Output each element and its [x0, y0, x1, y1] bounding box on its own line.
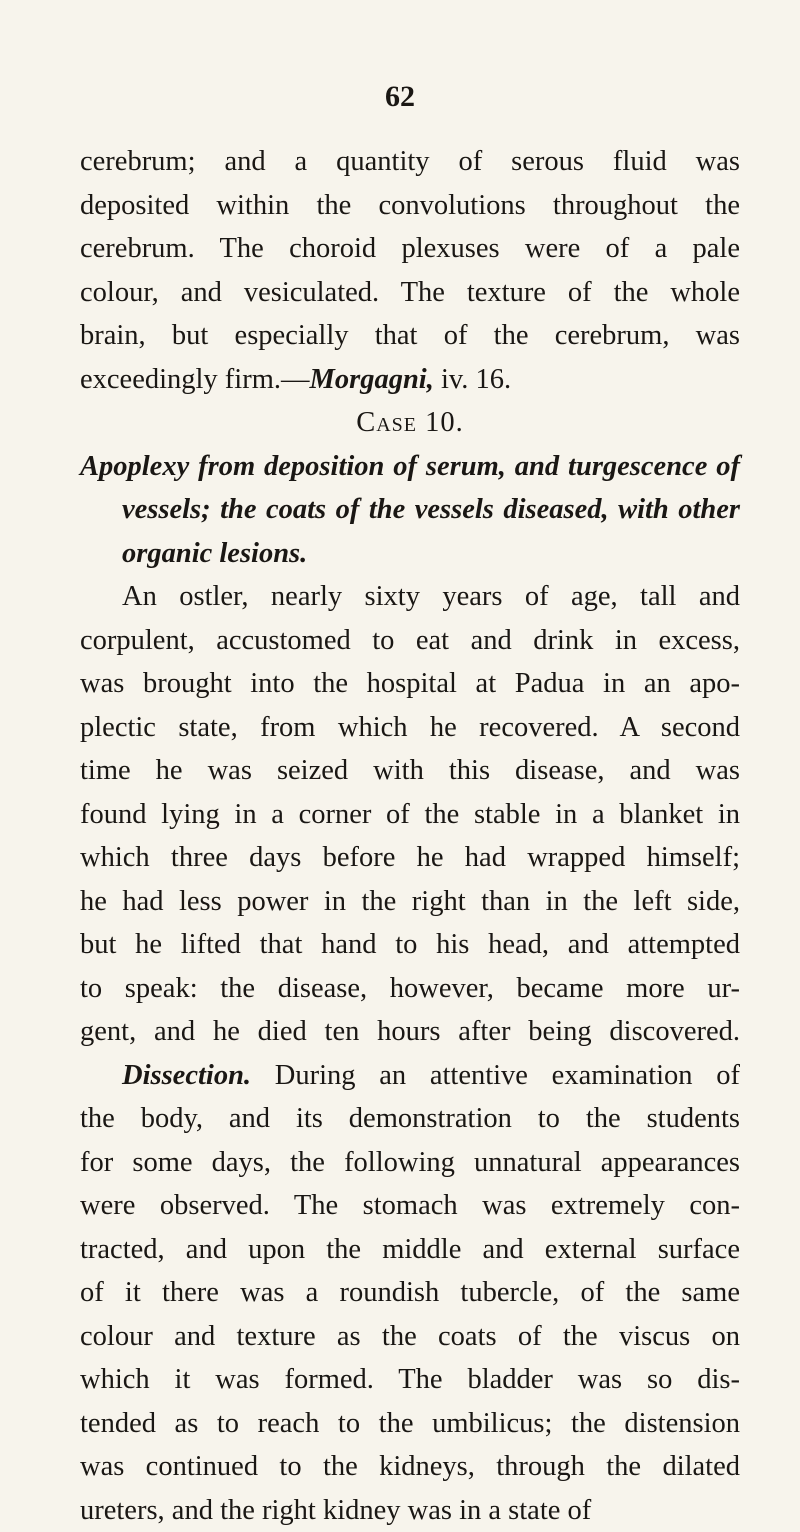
text-line: was brought into the hospital at Padua in an apo-	[80, 662, 740, 706]
citation-ref: iv. 16.	[434, 364, 511, 395]
text-line: but he lifted that hand to his head, and attempted	[80, 923, 740, 967]
citation-lead: exceedingly firm.—	[80, 364, 310, 395]
text-line: An ostler, nearly sixty years of age, tall and	[80, 575, 740, 619]
text-line: colour and texture as the coats of the viscus on	[80, 1315, 740, 1359]
body-text	[80, 140, 740, 1532]
text-line: which it was formed. The bladder was so dis-	[80, 1358, 740, 1402]
text-line: cerebrum; and a quantity of serous fluid was	[80, 140, 740, 184]
text-line: colour, and vesiculated. The texture of the whole	[80, 271, 740, 315]
case-title-line: organic lesions.	[80, 532, 740, 576]
dissection-text: During an attentive examination of	[251, 1060, 740, 1091]
text-line: cerebrum. The choroid plexuses were of a pale	[80, 227, 740, 271]
text-line: he had less power in the right than in the left side,	[80, 880, 740, 924]
text-line: time he was seized with this disease, and was	[80, 749, 740, 793]
text-line: of it there was a roundish tubercle, of the same	[80, 1271, 740, 1315]
case-title-line: vessels; the coats of the vessels diseased, with other	[80, 488, 740, 532]
text-line: plectic state, from which he recovered. A second	[80, 706, 740, 750]
text-line: corpulent, accustomed to eat and drink in excess,	[80, 619, 740, 663]
citation-author: Morgagni,	[310, 364, 434, 395]
text-line: deposited within the convolutions throughout the	[80, 184, 740, 228]
dissection-label: Dissection.	[122, 1060, 251, 1091]
text-line: gent, and he died ten hours after being discovered.	[80, 1010, 740, 1054]
text-line: was continued to the kidneys, through the dilated	[80, 1445, 740, 1489]
text-line: the body, and its demonstration to the students	[80, 1097, 740, 1141]
text-line: which three days before he had wrapped himself;	[80, 836, 740, 880]
text-line: to speak: the disease, however, became more ur-	[80, 967, 740, 1011]
text-line: tracted, and upon the middle and external surface	[80, 1228, 740, 1272]
text-line: were observed. The stomach was extremely con-	[80, 1184, 740, 1228]
text-line-dissection	[80, 1054, 740, 1098]
text-line: for some days, the following unnatural appearances	[80, 1141, 740, 1185]
text-line-citation	[80, 358, 740, 402]
text-line: ureters, and the right kidney was in a state of	[80, 1489, 740, 1532]
text-line: tended as to reach to the umbilicus; the distension	[80, 1402, 740, 1446]
case-title-line: Apoplexy from deposition of serum, and turgescence of	[80, 445, 740, 489]
page-number: 62	[0, 80, 800, 114]
case-heading: Case 10.	[80, 401, 740, 445]
text-line: brain, but especially that of the cerebrum, was	[80, 314, 740, 358]
text-line: found lying in a corner of the stable in a blanket in	[80, 793, 740, 837]
